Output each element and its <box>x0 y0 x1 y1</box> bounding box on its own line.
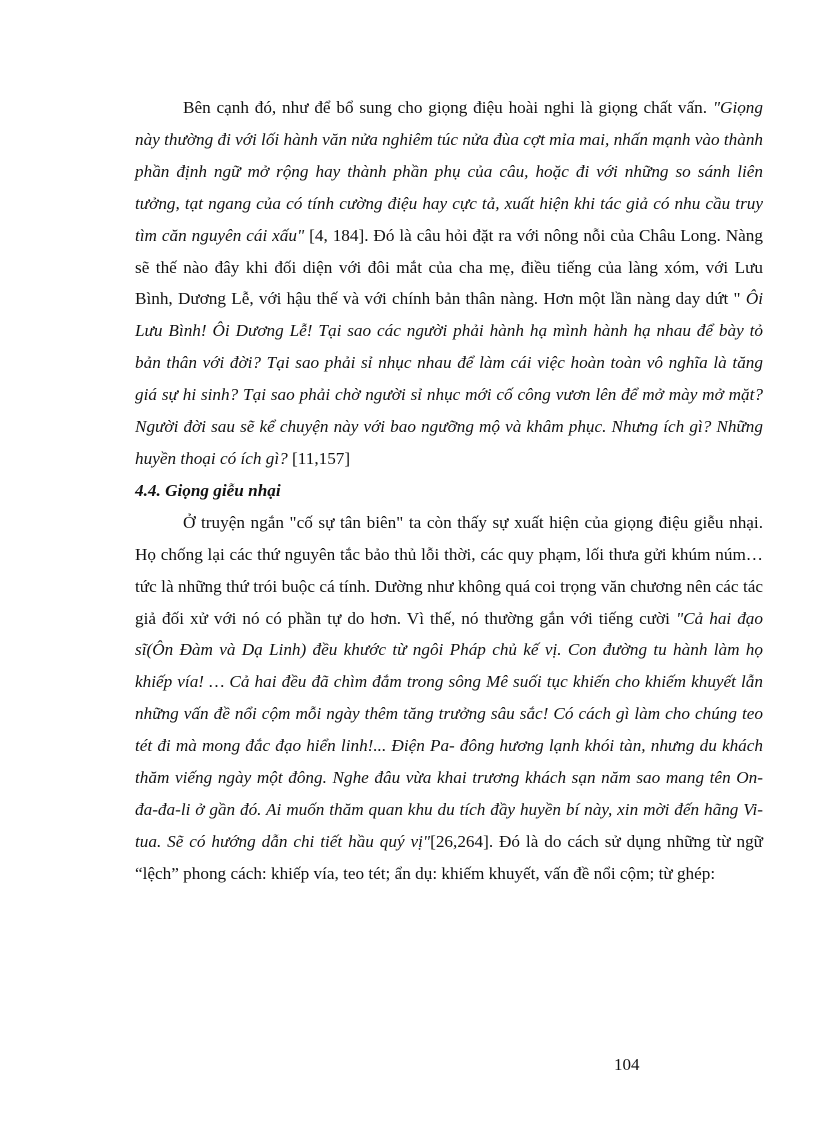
paragraph-1-intro: Bên cạnh đó, như để bổ sung cho giọng điệu hoài nghi là giọng chất vấn. <box>183 98 713 117</box>
paragraph-1-body: [4, 184]. Đó là câu hỏi đặt ra với nông nỗi của Châu Long. Nàng sẽ thế nào đây khi đối diện với đôi mắt của cha mẹ, điều tiếng của làng xóm, với Lưu Bình, Dương Lễ, với hậu thế và với chính bản thân nàng. Hơn một lần nàng day dứt " <box>135 225 763 309</box>
section-heading-4-4: 4.4. Giọng giễu nhại <box>135 480 281 500</box>
quote-chau-long: Ôi Lưu Bình! Ôi Dương Lễ! Tại sao các người phải hành hạ mình hành hạ nhau để bày tỏ bản thân với đời? Tại sao phải sỉ nhục nhau để làm cái việc hoàn toàn vô nghĩa là tăng giá sự hi sinh? Tại sao phải chờ người sỉ nhục mới cố công vươn lên để mở mày mở mặt?Người đời sau sẽ kể chuyện này với bao ngưỡng mộ và khâm phục. Nhưng ích gì? Những huyền thoại có ích gì? <box>135 289 763 468</box>
quote-interrogative-definition: "Giọng này thường đi với lối hành văn nửa nghiêm túc nửa đùa cợt mỉa mai, nhấn mạnh vào thành phần định ngữ mở rộng hay thành phần phụ của câu, hoặc đi với những so sánh liên tưởng, tạt ngang của có tính cường điệu hay cực tả, xuất hiện khi tác giả có nhu cầu truy tìm căn nguyên cái xấu" <box>135 98 764 245</box>
paragraph-2-body: [26,264]. Đó là do cách sử dụng những từ ngữ “lệch” phong cách: khiếp vía, teo tét; ẩn dụ: khiếm khuyết, vấn đề nổi cộm; từ ghép: <box>135 831 763 883</box>
paragraph-interrogative-tone <box>135 92 763 475</box>
paragraph-2-intro: Ở truyện ngắn "cố sự tân biên" ta còn thấy sự xuất hiện của giọng điệu giễu nhại. Họ chống lại các thứ nguyên tắc bảo thủ lỗi thời, các quy phạm, lối thưa gửi khúm núm… tức là những thứ trói buộc cá tính. Dường như không quá coi trọng văn chương nên các tác giả đối xử với nó có phần tự do hơn. Vì thế, nó thường gắn với tiếng cười <box>135 512 763 628</box>
paragraph-parody-tone <box>135 507 763 890</box>
quote-dao-si: "Cả hai đạo sĩ(Ôn Đàm và Dạ Linh) đều khước từ ngôi Pháp chủ kế vị. Con đường tu hành làm họ khiếp vía! … Cả hai đều đã chìm đắm trong sông Mê suối tục khiến cho khiếm khuyết lẫn những vấn đề nổi cộm mỗi ngày thêm tăng trưởng sâu sắc! Có cách gì làm cho chúng teo tét đi mà mong đắc đạo hiển linh!... Điện Pa- đông hương lạnh khói tàn, nhưng du khách thăm viếng ngày một đông. Nghe đâu vừa khai trương khách sạn năm sao mang tên On- đa-đa-li ở gần đó. Ai muốn thăm quan khu du tích đầy huyền bí này, xin mời đến hãng Vi-tua. Sẽ có hướng dẫn chi tiết hầu quý vị" <box>135 608 763 851</box>
citation-11-157: [11,157] <box>287 448 351 468</box>
page-number: 104 <box>614 1055 640 1074</box>
document-body <box>135 92 763 890</box>
